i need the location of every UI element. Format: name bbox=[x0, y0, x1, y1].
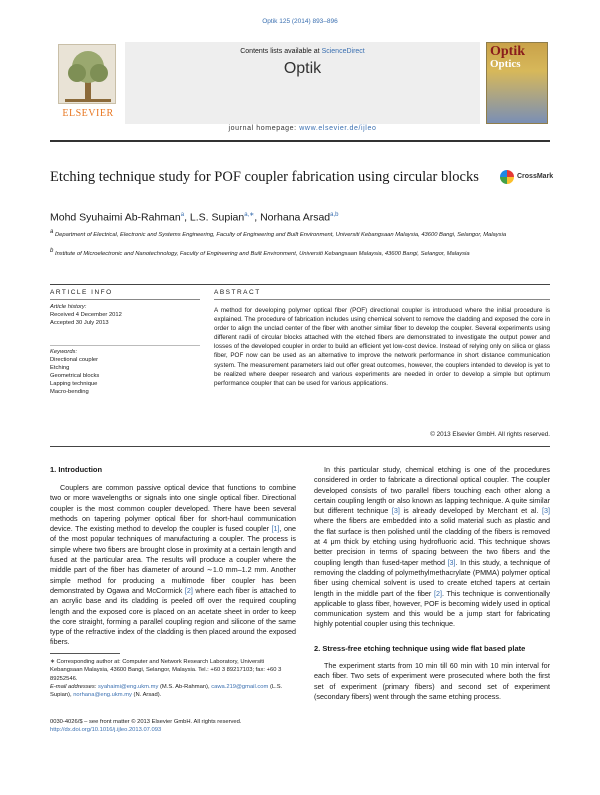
reference-link[interactable]: [2] bbox=[184, 585, 193, 595]
author-separator: , bbox=[184, 211, 190, 224]
footer bbox=[50, 718, 296, 735]
elsevier-logo[interactable]: ELSEVIER bbox=[62, 108, 114, 119]
sciencedirect-link[interactable]: ScienceDirect bbox=[321, 48, 365, 55]
article-info-rule bbox=[50, 299, 200, 300]
history-received: Received 4 December 2012 bbox=[50, 312, 122, 318]
homepage-link[interactable]: www.elsevier.de/ijleo bbox=[299, 125, 377, 132]
issn-line: 0030-4026/$ – see front matter © 2013 Elsevier GmbH. All rights reserved. bbox=[50, 719, 242, 725]
text-run: is already developed by Merchant et al. bbox=[399, 506, 542, 516]
email-owner: (M.S. Ab-Rahman), bbox=[158, 683, 212, 690]
doi-link[interactable]: http://dx.doi.org/10.1016/j.ijleo.2013.07.093 bbox=[50, 727, 162, 734]
email-label: E-mail addresses: bbox=[50, 683, 99, 690]
introduction-paragraph-2 bbox=[314, 465, 550, 630]
elsevier-tree-logo-icon bbox=[58, 44, 116, 104]
author-name: Norhana Arsad bbox=[260, 211, 331, 224]
email-owner: (N. Arsad). bbox=[131, 692, 162, 699]
affiliation-mark: b bbox=[50, 248, 54, 254]
affiliation-a bbox=[50, 228, 510, 239]
abstract-text: A method for developing polymer optical fiber (POF) directional coupler is introduced where the initial procedure is explained. The procedure of fabrication includes using chemical solvent to remove the cladding and exposed the core in order to align the unclad center of the fiber with another similar fiber to develop the coupler. Several experiments using different radii of circular blocks attached with the etched fibers are demonstrated to investigate the output power and losses of the developed coupler in order to build an efficient yet low-cost device. Instead of relying only on silica or glass fiber, POF now can be used as an alternative to improve the network performance in short distance communication system. The measurement parameters laid out offer great outcomes, however, the couplers intended to develop is yet to be realized where deeper research and various experiments are needed in order to develop a simple but optimum performance coupler that can be used for various applications. bbox=[214, 307, 550, 387]
author-name: L.S. Supian bbox=[189, 211, 245, 224]
article-info-heading: ARTICLE INFO bbox=[50, 289, 113, 296]
keyword: Macro-bending bbox=[50, 389, 89, 395]
corresponding-author-footnote bbox=[50, 658, 296, 699]
text-run: , one of the most popular techniques of manufacturing a coupler. The process is simple where two fibers are brought close in proximity at a certain length and fused at the particular area. The results will produce a coupler where the middle part of the fiber has diameter of around ∼1.0 mm–1.2 mm. Another simple method for producing a multimode fiber coupler has been demonstrated by Ogawa and McCormick bbox=[50, 524, 296, 595]
journal-homepage-line bbox=[125, 125, 480, 132]
email-link[interactable]: syahaimi@eng.ukm.my bbox=[98, 683, 159, 690]
text-run: where each fiber is attached to an acrylic base and its cladding is peeled off over the required coupling length and the exposed core is placed on an acetate sheet in order to keep the core straight, forming a parallel coupling region and silicone of the same type of the refractive index of the cladding is then placed around the exposed fibers. bbox=[50, 585, 296, 647]
text-run: In this particular study, chemical etching is one of the procedures considered in order to fabricate a directional optical coupler. The coupler developed consists of two parallel fibers touching each other along a certain coupling length or also known as lapping technique. A quite similar but different technique bbox=[314, 465, 550, 516]
crossmark-label[interactable]: CrossMark bbox=[517, 173, 554, 180]
section-title-etching: 2. Stress-free etching technique using wide flat based plate bbox=[314, 644, 526, 653]
reference-link[interactable]: [3] bbox=[447, 557, 456, 567]
journal-title: Optik bbox=[283, 60, 322, 77]
affiliation-b bbox=[50, 247, 510, 258]
keyword: Lapping technique bbox=[50, 381, 98, 387]
affiliation-mark: a bbox=[50, 229, 54, 235]
keywords-label: Keywords: bbox=[50, 349, 78, 355]
author-name: Mohd Syuhaimi Ab-Rahman bbox=[50, 211, 181, 224]
introduction-paragraph bbox=[50, 483, 296, 648]
email-link[interactable]: norhana@eng.ukm.my bbox=[73, 692, 132, 699]
abstract-rule bbox=[214, 299, 550, 300]
text-run: . In this study, a technique of removing the cladding of polymethylmethacrylate (PMMA) polymer optical fiber using chemical solvent is used to create etched tapers at certain length in the middle part of the fiber bbox=[314, 557, 550, 598]
history-accepted: Accepted 30 July 2013 bbox=[50, 320, 109, 326]
section-title-introduction: 1. Introduction bbox=[50, 465, 103, 474]
reference-link[interactable]: [3] bbox=[542, 506, 550, 516]
author-list bbox=[50, 211, 550, 224]
cover-title: Optik bbox=[490, 44, 526, 59]
affiliation-text: Institute of Microelectronic and Nanotechnology, Faculty of Engineering and Built Environment, Universiti Kebangsaan Malaysia, 43600 Bangi, Selangor, Malaysia bbox=[54, 250, 470, 257]
footnote-text: Corresponding author at: Computer and Network Research Laboratory, Universiti Kebangsaan Malaysia, 43600 Bangi, Selangor, Malaysia. Tel.: +60 3 89217103; fax: +60 3 89252546. bbox=[50, 659, 282, 682]
journal-citation[interactable]: Optik 125 (2014) 893–896 bbox=[262, 18, 338, 25]
text-run: . This technique is conventionally applicable to glass fiber, however, POF is becoming widely used in optical communication system and this would be a jump start for fabricating highly potential coupler using this technique. bbox=[314, 588, 550, 629]
info-divider bbox=[50, 284, 550, 285]
reference-link[interactable]: [2] bbox=[433, 588, 442, 598]
author-affiliation-mark[interactable]: a,∗ bbox=[244, 212, 255, 218]
crossmark-icon[interactable] bbox=[500, 170, 514, 184]
text-run: where the fibers are embedded into a solid material such as plastic and the flat surface is then polished until the cladding of the fibers is removed at 4 μm thick by etching using hydrofluoric acid. This technique shows better precision in terms of spacing between the two fibers and the coupling length than fused-taper method bbox=[314, 516, 550, 567]
keyword: Directional coupler bbox=[50, 357, 99, 363]
etching-paragraph: The experiment starts from 10 min till 60 min with 10 min interval for each fiber. Two sets of experiment were prosecuted where both the first set of experiment (primary fibers) and second set of experiment (secondary fibers) went through the same etching process. bbox=[314, 661, 550, 701]
email-link[interactable]: cawa.219@gmail.com bbox=[211, 683, 269, 690]
keywords-rule bbox=[50, 345, 200, 346]
footnote-star: ∗ bbox=[50, 659, 55, 665]
footnote-rule bbox=[50, 653, 120, 654]
header-divider bbox=[50, 140, 550, 142]
reference-link[interactable]: [3] bbox=[391, 506, 400, 516]
homepage-prefix: journal homepage: bbox=[228, 125, 300, 132]
reference-link[interactable]: [1] bbox=[271, 524, 280, 534]
cover-subtitle: Optics bbox=[490, 58, 521, 70]
article-title: Etching technique study for POF coupler fabrication using circular blocks bbox=[50, 169, 479, 185]
author-separator: , bbox=[254, 211, 261, 224]
author-affiliation-mark[interactable]: a bbox=[180, 212, 185, 218]
keyword: Geometrical blocks bbox=[50, 373, 100, 379]
text-run: Couplers are common passive optical device that functions to combine two or more wavelengths or signals into one single optical fiber. Directional coupler is the most common coupler developed. There have been several methods on tapering polymer optical fiber for short-haul communication device. The existing method to develop the coupler is fused coupler bbox=[50, 483, 296, 534]
affiliation-text: Department of Electrical, Electronic and Systems Engineering, Faculty of Engineering and Built Environment, Universiti Kebangsaan Malaysia, 43600 Bangi, Selangor, Malaysia bbox=[54, 231, 507, 238]
abstract-copyright: © 2013 Elsevier GmbH. All rights reserved. bbox=[430, 431, 550, 438]
email-owner: (L.S. Supian), bbox=[50, 683, 283, 699]
history-label: Article history: bbox=[50, 304, 87, 310]
contents-prefix: Contents lists available at bbox=[240, 48, 322, 55]
author-affiliation-mark[interactable]: a,b bbox=[330, 212, 339, 218]
contents-line bbox=[125, 48, 480, 55]
body-divider bbox=[50, 446, 550, 447]
keyword: Etching bbox=[50, 365, 70, 371]
abstract-heading: ABSTRACT bbox=[214, 289, 261, 296]
